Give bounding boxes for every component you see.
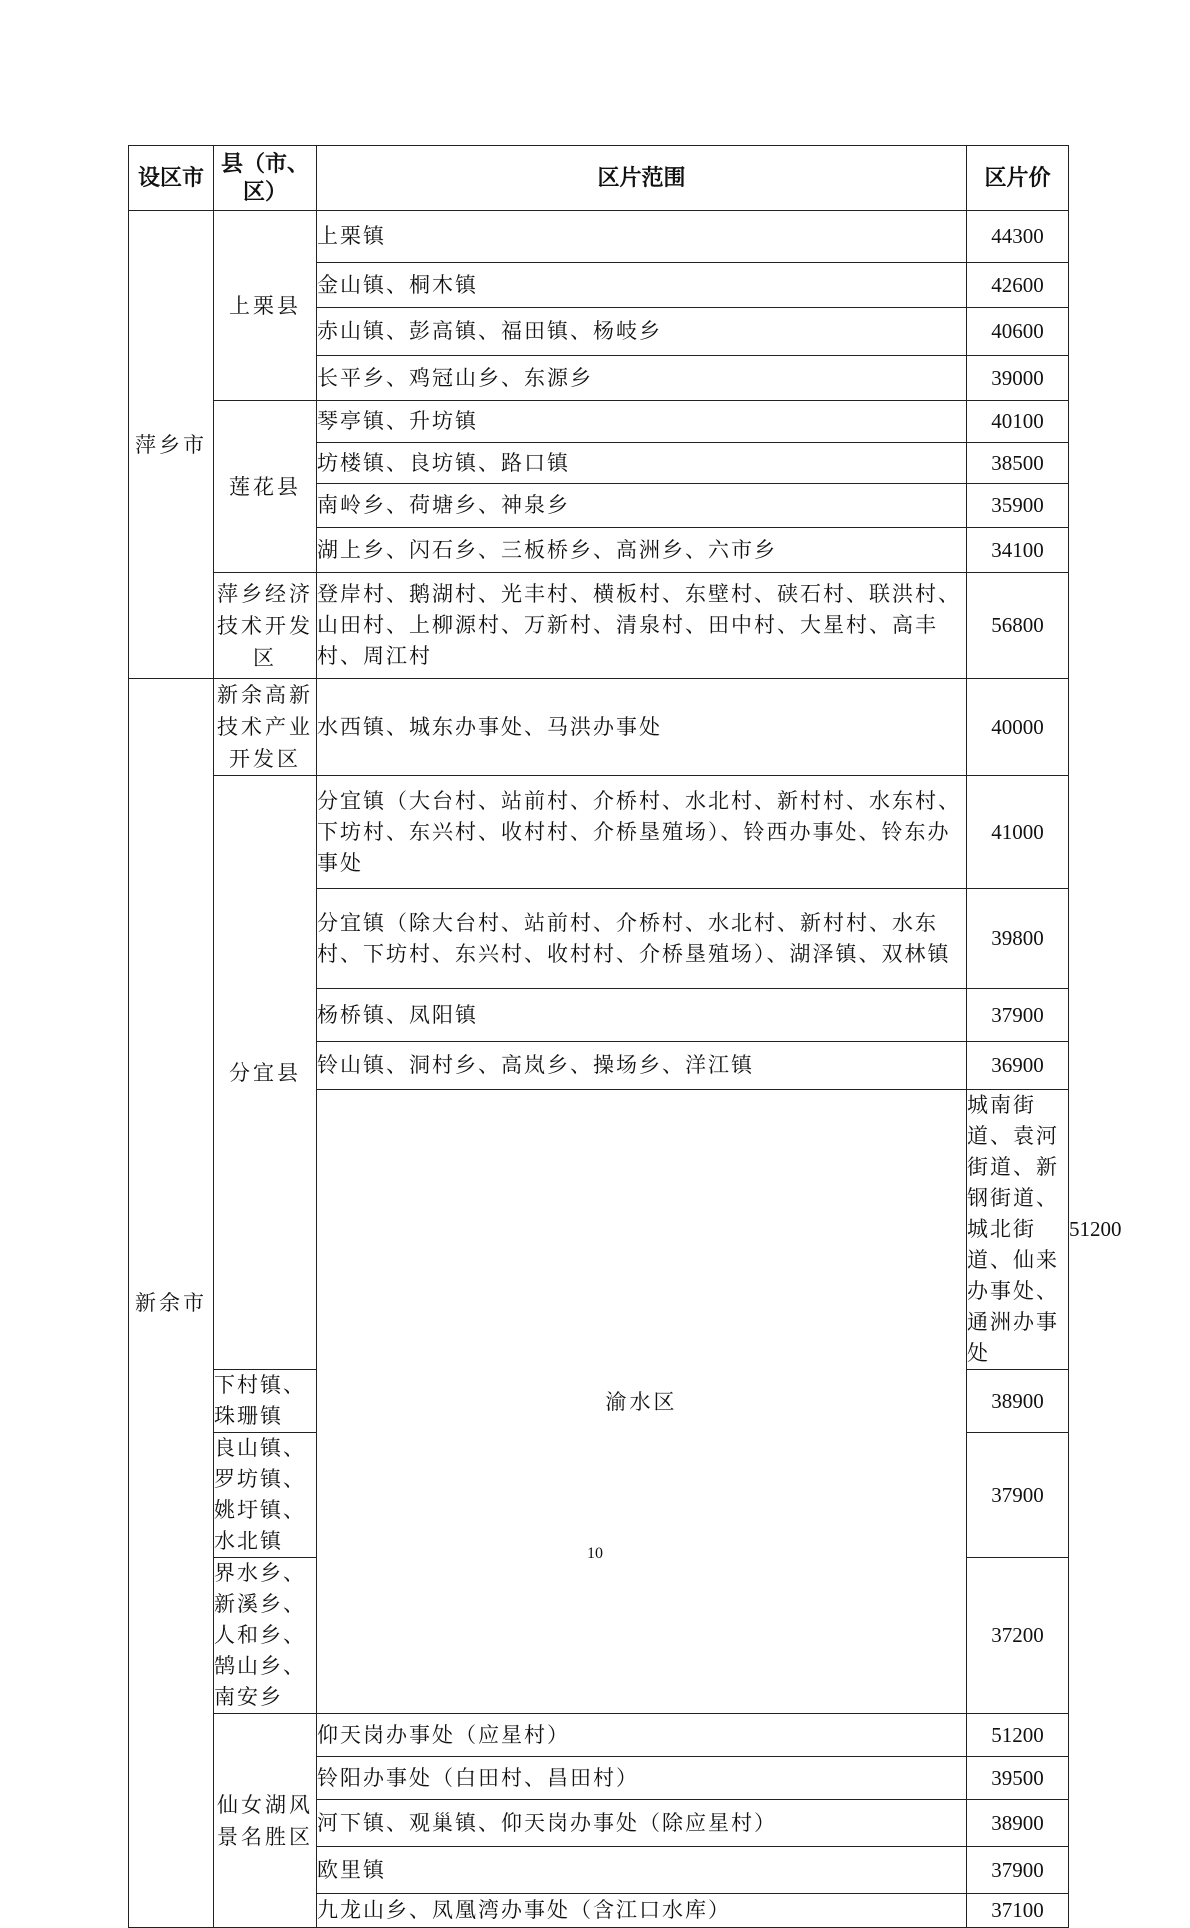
land-price-table <box>128 145 1122 1928</box>
price-cell: 37100 <box>967 1894 1069 1928</box>
price-cell: 38900 <box>967 1800 1069 1847</box>
price-cell: 39800 <box>967 889 1069 989</box>
price-cell: 39000 <box>967 356 1069 401</box>
header-row <box>129 146 1069 211</box>
range-cell: 金山镇、桐木镇 <box>317 263 967 308</box>
city-cell: 萍乡市 <box>129 211 214 679</box>
range-cell: 界水乡、新溪乡、人和乡、鹄山乡、南安乡 <box>214 1558 317 1714</box>
table-row <box>129 1714 1069 1757</box>
header-city: 设区市 <box>129 146 214 211</box>
price-cell: 42600 <box>967 263 1069 308</box>
header-range: 区片范围 <box>317 146 967 211</box>
price-cell: 36900 <box>967 1042 1069 1090</box>
price-cell: 41000 <box>967 776 1069 889</box>
range-cell: 坊楼镇、良坊镇、路口镇 <box>317 443 967 484</box>
county-cell: 仙女湖风景名胜区 <box>214 1714 317 1928</box>
table-row <box>129 573 1069 679</box>
price-cell: 39500 <box>967 1757 1069 1800</box>
price-cell: 40600 <box>967 308 1069 356</box>
range-cell: 铃阳办事处（白田村、昌田村） <box>317 1757 967 1800</box>
header-price: 区片价 <box>967 146 1069 211</box>
table-row: 渝水区 城南街道、袁河街道、新钢街道、城北街道、仙来办事处、通洲办事处 51200 <box>129 1090 1069 1370</box>
range-cell: 铃山镇、洞村乡、高岚乡、操场乡、洋江镇 <box>317 1042 967 1090</box>
price-cell: 37900 <box>967 1433 1069 1558</box>
range-cell: 琴亭镇、升坊镇 <box>317 401 967 443</box>
range-cell: 赤山镇、彭高镇、福田镇、杨岐乡 <box>317 308 967 356</box>
county-cell: 分宜县 <box>214 776 317 1370</box>
price-cell: 37900 <box>967 1847 1069 1894</box>
price-cell: 35900 <box>967 484 1069 528</box>
county-cell: 新余高新技术产业开发区 <box>214 679 317 776</box>
price-cell: 40100 <box>967 401 1069 443</box>
price-cell: 38500 <box>967 443 1069 484</box>
range-cell: 分宜镇（除大台村、站前村、介桥村、水北村、新村村、水东村、下坊村、东兴村、收村村、介桥垦殖场）、湖泽镇、双林镇 <box>317 889 967 989</box>
range-cell: 分宜镇（大台村、站前村、介桥村、水北村、新村村、水东村、下坊村、东兴村、收村村、介桥垦殖场）、铃西办事处、铃东办事处 <box>317 776 967 889</box>
range-cell: 长平乡、鸡冠山乡、东源乡 <box>317 356 967 401</box>
range-cell: 良山镇、罗坊镇、姚圩镇、水北镇 <box>214 1433 317 1558</box>
range-cell: 登岸村、鹅湖村、光丰村、横板村、东壁村、硖石村、联洪村、山田村、上柳源村、万新村、清泉村、田中村、大星村、高丰村、周江村 <box>317 573 967 679</box>
city-cell: 新余市 <box>129 679 214 1928</box>
table-row <box>129 211 1069 263</box>
range-cell: 城南街道、袁河街道、新钢街道、城北街道、仙来办事处、通洲办事处 <box>967 1090 1069 1370</box>
county-cell: 莲花县 <box>214 401 317 573</box>
range-cell: 上栗镇 <box>317 211 967 263</box>
table-row <box>129 679 1069 776</box>
page-number: 10 <box>587 1545 603 1562</box>
price-cell: 40000 <box>967 679 1069 776</box>
range-cell: 欧里镇 <box>317 1847 967 1894</box>
range-cell: 水西镇、城东办事处、马洪办事处 <box>317 679 967 776</box>
header-county: 县（市、区） <box>214 146 317 211</box>
price-cell: 44300 <box>967 211 1069 263</box>
range-cell: 湖上乡、闪石乡、三板桥乡、高洲乡、六市乡 <box>317 528 967 573</box>
price-cell: 34100 <box>967 528 1069 573</box>
county-cell: 渝水区 <box>317 1090 967 1714</box>
price-cell: 56800 <box>967 573 1069 679</box>
price-cell: 38900 <box>967 1370 1069 1433</box>
table-row <box>129 401 1069 443</box>
price-cell: 51200 <box>967 1714 1069 1757</box>
price-cell: 37900 <box>967 989 1069 1042</box>
county-cell: 萍乡经济技术开发区 <box>214 573 317 679</box>
range-cell: 下村镇、珠珊镇 <box>214 1370 317 1433</box>
range-cell: 杨桥镇、凤阳镇 <box>317 989 967 1042</box>
county-cell: 上栗县 <box>214 211 317 401</box>
range-cell: 仰天岗办事处（应星村） <box>317 1714 967 1757</box>
range-cell: 河下镇、观巢镇、仰天岗办事处（除应星村） <box>317 1800 967 1847</box>
table-row <box>129 776 1069 889</box>
price-cell: 37200 <box>967 1558 1069 1714</box>
range-cell: 南岭乡、荷塘乡、神泉乡 <box>317 484 967 528</box>
range-cell: 九龙山乡、凤凰湾办事处（含江口水库） <box>317 1894 967 1928</box>
